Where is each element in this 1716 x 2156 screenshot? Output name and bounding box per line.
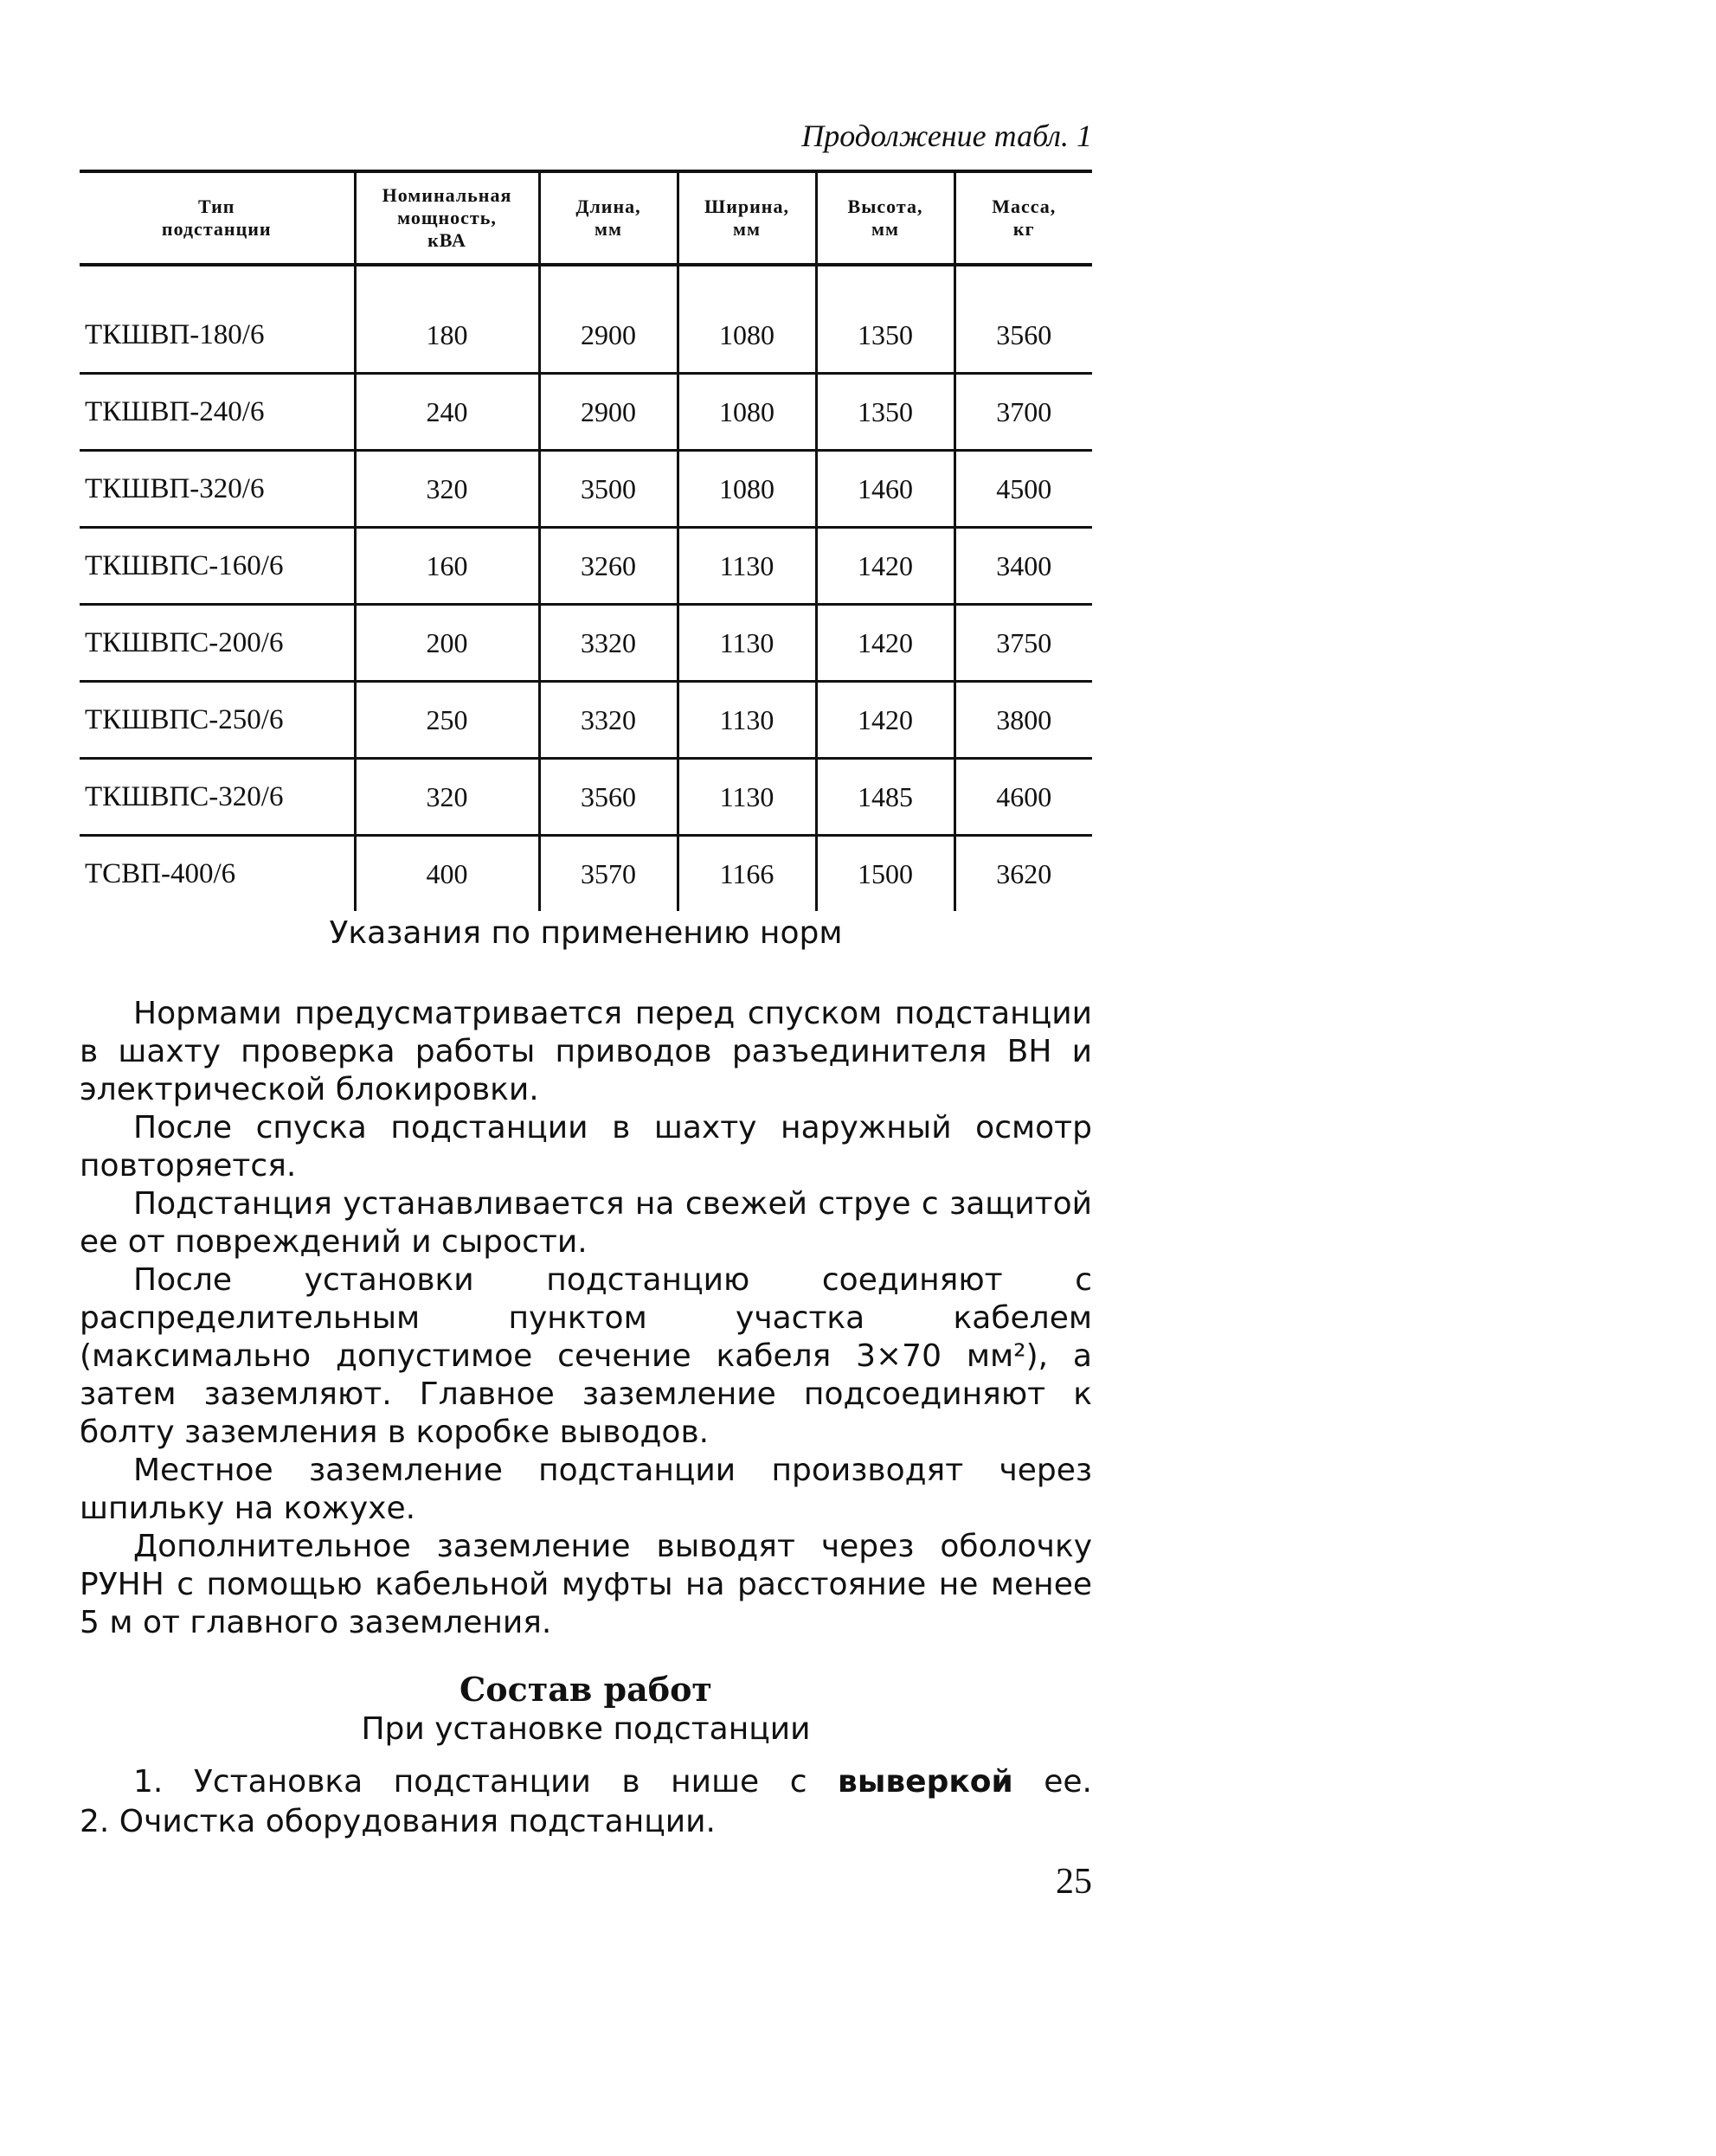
cell-width: 1080	[678, 374, 816, 451]
cell-mass: 3700	[954, 374, 1092, 451]
cell-width: 1130	[678, 759, 816, 836]
header-type: Тип подстанции	[80, 171, 355, 265]
cell-power: 200	[355, 605, 539, 682]
cell-type: ТКШВПС-320/6	[80, 759, 355, 836]
cell-length: 3260	[539, 528, 678, 605]
section-subtitle-installation: При установке подстанции	[361, 1711, 811, 1747]
table-row	[80, 265, 1092, 374]
cell-power: 400	[355, 836, 539, 912]
paragraph: После спуска подстанции в шахту наружный осмотр повторяется.	[80, 1110, 1092, 1184]
cell-mass: 3560	[954, 265, 1092, 374]
cell-width: 1130	[678, 605, 816, 682]
cell-mass: 3800	[954, 682, 1092, 759]
header-width: Ширина, мм	[678, 171, 816, 265]
table-row	[80, 451, 1092, 528]
cell-height: 1350	[816, 265, 954, 374]
table-row	[80, 528, 1092, 605]
table-row	[80, 682, 1092, 759]
cell-power: 180	[355, 265, 539, 374]
paragraph: Местное заземление подстанции производят через шпильку на кожухе.	[80, 1453, 1092, 1526]
page-number: 25	[1056, 1862, 1092, 1902]
cell-height: 1420	[816, 528, 954, 605]
cell-length: 3320	[539, 682, 678, 759]
section-title-norms: Указания по применению норм	[329, 915, 843, 951]
work-item-1	[80, 1763, 1092, 1801]
header-mass: Масса, кг	[954, 171, 1092, 265]
cell-height: 1420	[816, 682, 954, 759]
cell-height: 1350	[816, 374, 954, 451]
table-row	[80, 836, 1092, 912]
work-item-1-prefix: 1. Установка подстанции в нише с	[133, 1764, 839, 1800]
cell-power: 160	[355, 528, 539, 605]
cell-type: ТКШВП-320/6	[80, 451, 355, 528]
cell-height: 1420	[816, 605, 954, 682]
cell-width: 1080	[678, 265, 816, 374]
cell-power: 320	[355, 759, 539, 836]
table-row	[80, 374, 1092, 451]
cell-power: 240	[355, 374, 539, 451]
cell-type: ТСВП-400/6	[85, 857, 236, 889]
table-row	[80, 605, 1092, 682]
cell-length: 3500	[539, 451, 678, 528]
cell-length: 3320	[539, 605, 678, 682]
cell-power: 320	[355, 451, 539, 528]
cell-height: 1485	[816, 759, 954, 836]
paragraph: После установки подстанцию соединяют с распределительным пунктом участка кабелем (максимально допустимое сечение кабеля 3×70 мм²), а затем заземляют. Главное заземление подсоединяют к болту заземления в коробке выводов.	[80, 1262, 1092, 1450]
work-item-1-bold: выверкой	[838, 1764, 1013, 1800]
cell-height: 1500	[816, 836, 954, 912]
cell-width: 1166	[678, 836, 816, 912]
cell-height: 1460	[816, 451, 954, 528]
cell-power: 250	[355, 682, 539, 759]
cell-length: 2900	[539, 374, 678, 451]
cell-type: ТКШВП-240/6	[80, 374, 355, 451]
paragraph: Нормами предусматривается перед спуском подстанции в шахту проверка работы приводов разъединителя ВН и электрической блокировки.	[80, 996, 1092, 1107]
header-height: Высота, мм	[816, 171, 954, 265]
cell-length: 3570	[539, 836, 678, 912]
cell-type: ТКШВПС-200/6	[80, 605, 355, 682]
cell-mass: 3400	[954, 528, 1092, 605]
cell-width: 1130	[678, 528, 816, 605]
cell-length: 2900	[539, 265, 678, 374]
norms-body-text	[80, 995, 1092, 1642]
table-row	[80, 759, 1092, 836]
cell-type: ТКШВП-180/6	[80, 265, 355, 374]
cell-type: ТКШВПС-250/6	[80, 682, 355, 759]
cell-width: 1130	[678, 682, 816, 759]
work-item-1-suffix: ее.	[1012, 1764, 1093, 1800]
work-item-2: 2. Очистка оборудования подстанции.	[80, 1804, 716, 1839]
cell-mass: 4600	[954, 759, 1092, 836]
cell-length: 3560	[539, 759, 678, 836]
table-caption: Продолжение табл. 1	[801, 119, 1092, 153]
cell-mass: 4500	[954, 451, 1092, 528]
header-length: Длина, мм	[539, 171, 678, 265]
cell-mass: 3620	[954, 836, 1092, 912]
paragraph: Дополнительное заземление выводят через оболочку РУНН с помощью кабельной муфты на расстояние не менее 5 м от главного заземления.	[80, 1529, 1092, 1640]
table-header-row	[80, 171, 1092, 265]
section-title-work: Состав работ	[460, 1670, 712, 1709]
cell-width: 1080	[678, 451, 816, 528]
cell-type: ТКШВПС-160/6	[80, 528, 355, 605]
header-power: Номинальная мощность, кВА	[355, 171, 539, 265]
paragraph: Подстанция устанавливается на свежей струе с защитой ее от повреждений и сырости.	[80, 1186, 1092, 1260]
cell-mass: 3750	[954, 605, 1092, 682]
substation-spec-table	[80, 170, 1092, 911]
